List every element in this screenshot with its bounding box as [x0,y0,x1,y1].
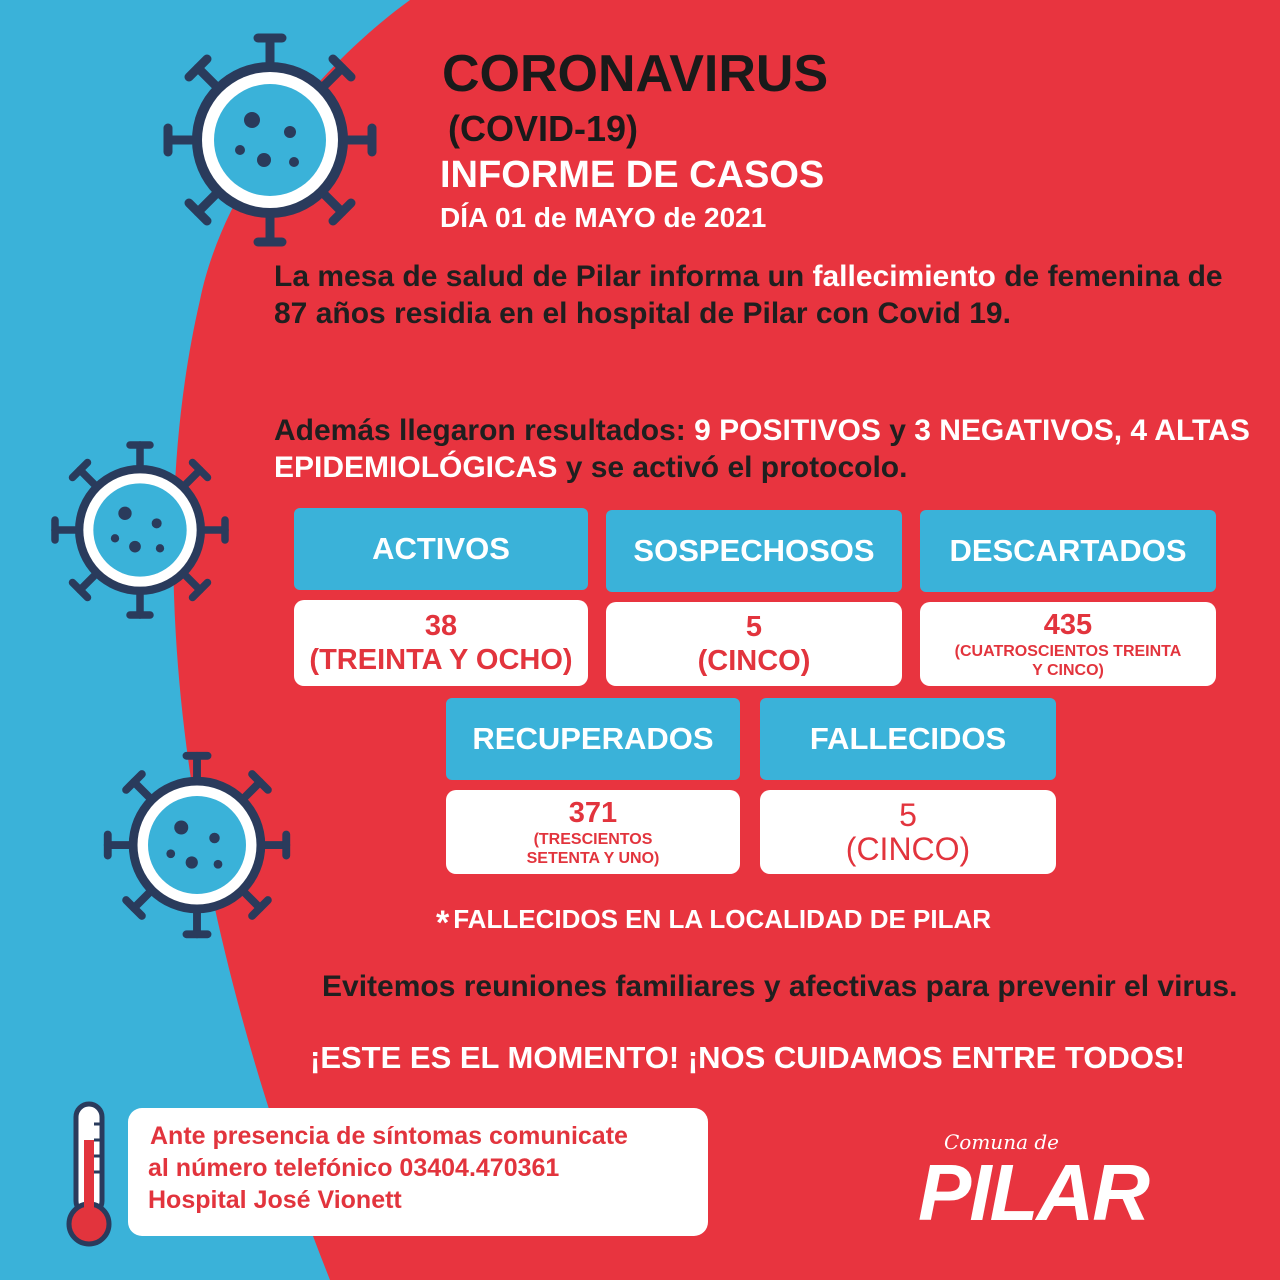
positivos-highlight: 9 POSITIVOS [694,414,881,447]
logo-script: Comuna de [944,1130,1059,1154]
slogan: ¡ESTE ES EL MOMENTO! ¡NOS CUIDAMOS ENTRE TODOS! [310,1040,1185,1075]
report-title: INFORME DE CASOS [440,154,825,196]
descartados-header [920,510,1216,592]
fallecidos-label: FALLECIDOS [809,721,1007,756]
sospechosos-value-box [606,602,902,686]
recuperados-value: 371 [568,797,618,829]
main-title: CORONAVIRUS [442,45,829,103]
intro-text-1: La mesa de salud de Pilar informa un [274,260,813,293]
descartados-words-2: Y CINCO) [1032,662,1104,679]
thermometer-icon [64,1100,114,1250]
fallecidos-value-box [760,790,1056,874]
advice-paragraph [322,968,1262,1005]
descartados-label: DESCARTADOS [949,533,1187,568]
note-text: FALLECIDOS EN LA LOCALIDAD DE PILAR [453,904,992,934]
recuperados-header [446,698,740,780]
recuperados-words-1: (TRESCIENTOS [533,831,653,848]
results-and: y [880,414,915,447]
virus-icon [40,430,240,630]
activos-header [294,508,588,590]
recuperados-label: RECUPERADOS [472,721,714,756]
activos-label: ACTIVOS [372,531,510,566]
descartados-value-box [920,602,1216,686]
fallecidos-header [760,698,1056,780]
sospechosos-value: 5 [745,611,763,643]
intro-paragraph [274,258,1264,332]
altas-highlight: 4 ALTAS EPIDEMIOLÓGICAS [274,414,1250,484]
asterisk: * [436,904,450,942]
descartados-value: 435 [1043,609,1093,641]
contact-line-2: al número telefónico 03404.470361 [148,1154,560,1182]
advice-text-1: Evitemos reuniones familiares y afectivas [322,970,926,1003]
contact-line-3: Hospital José Vionett [148,1186,402,1214]
results-text-1: Además llegaron resultados: [274,414,695,447]
pilar-logo [916,1130,1216,1240]
results-text-2: y se activó el protocolo. [557,451,908,484]
fallecidos-value: 5 [899,797,917,833]
report-date: DÍA 01 de MAYO de 2021 [440,202,767,233]
intro-highlight: fallecimiento [812,260,996,293]
recuperados-words-2: SETENTA Y UNO) [526,850,660,867]
fallecidos-words: (CINCO) [845,831,971,867]
fallecidos-note [436,904,991,943]
descartados-words-1: (CUATROSCIENTOS TREINTA [954,643,1182,660]
negativos-highlight: 3 NEGATIVOS, [914,414,1123,447]
activos-words: (TREINTA Y OCHO) [309,644,573,676]
subtitle: (COVID-19) [448,108,639,149]
activos-value: 38 [424,610,458,642]
intro-text-2: de femenina de 87 años residia en el hospital de Pilar con Covid 19. [274,260,1223,330]
contact-box [128,1108,708,1236]
results-paragraph [274,412,1264,486]
sospechosos-words: (CINCO) [697,645,811,677]
advice-text-2: para prevenir el virus. [925,970,1238,1003]
sospechosos-header [606,510,902,592]
logo-name: PILAR [918,1148,1148,1237]
activos-value-box [294,600,588,686]
virus-icon [150,20,390,260]
contact-line-1: Ante presencia de síntomas comunicate [150,1122,628,1150]
sospechosos-label: SOSPECHOSOS [633,533,875,568]
recuperados-value-box [446,790,740,874]
virus-icon [92,740,302,950]
